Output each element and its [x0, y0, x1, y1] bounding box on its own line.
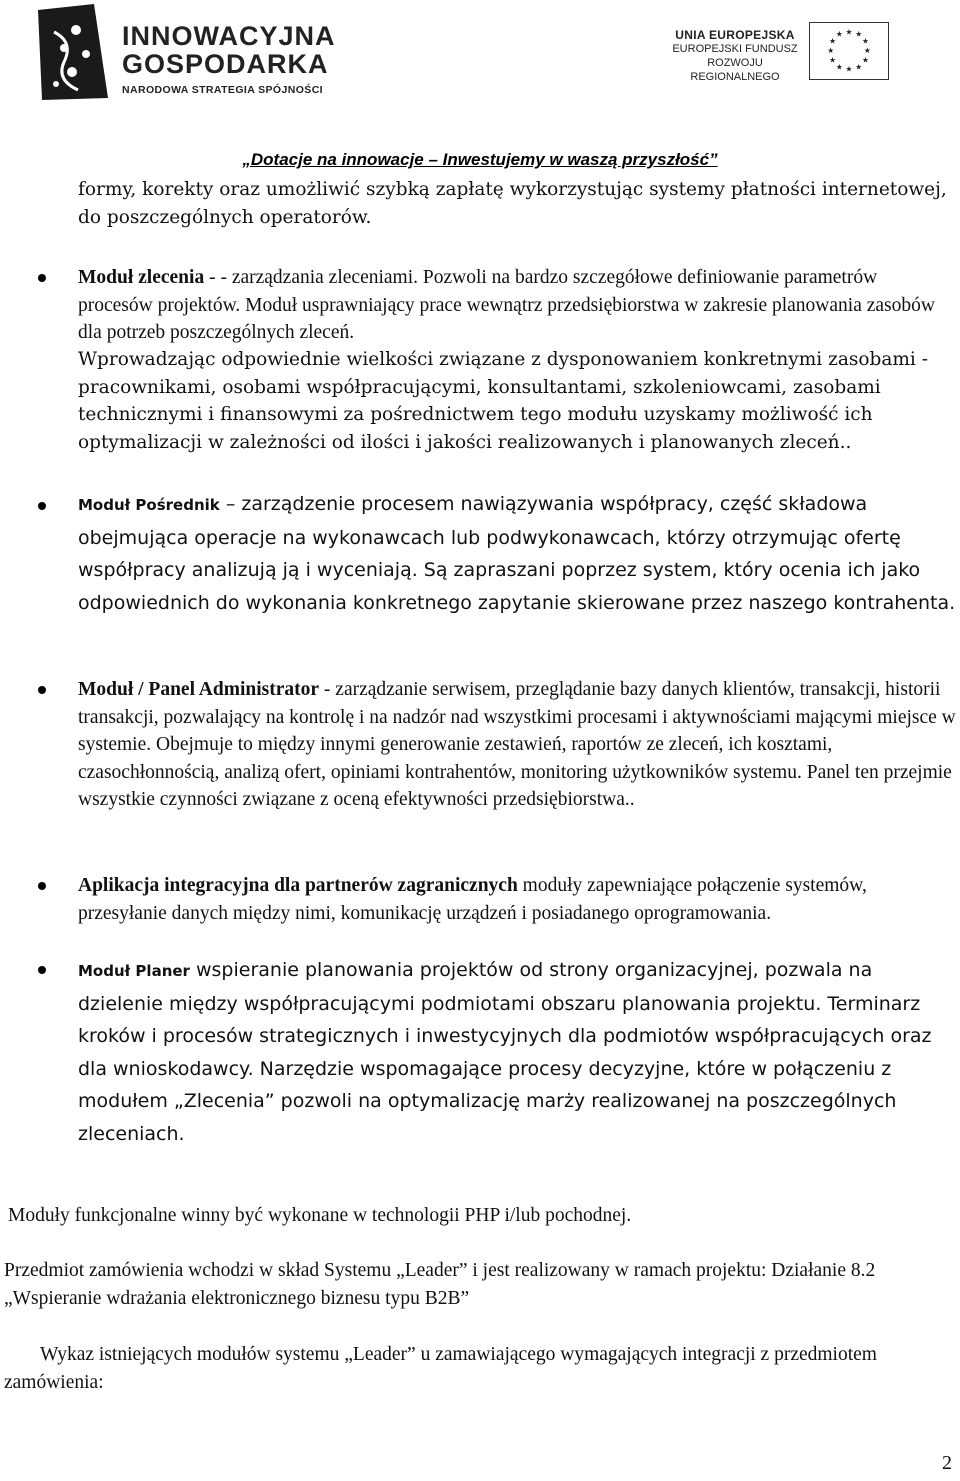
item-title: Moduł zlecenia: [78, 267, 205, 288]
logo-line-1: INNOWACYJNA: [122, 21, 336, 51]
item-text: - - zarządzania zleceniami. Pozwoli na bardzo szczegółowe definiowanie parametrów procesów projektów. Moduł usprawniający prace wewnątrz przedsiębiorstwa w zakresie planowania zasobów dla potrzeb poszczególnych zleceń.: [78, 267, 935, 343]
paragraph-leader: Przedmiot zamówienia wchodzi w skład Systemu „Leader” i jest realizowany w ramach projektu: Działanie 8.2 „Wspieranie wdrażania elektronicznego biznesu typu B2B”: [4, 1260, 876, 1309]
svg-text:★: ★: [845, 64, 853, 74]
list-item-zlecenia: [78, 264, 956, 347]
svg-text:★: ★: [861, 36, 869, 46]
logo-line-2: GOSPODARKA: [122, 49, 329, 79]
tagline: „Dotacje na innowacje – Inwestujemy w waszą przyszłość”: [242, 150, 718, 169]
svg-text:★: ★: [863, 45, 871, 55]
svg-text:★: ★: [829, 36, 837, 46]
svg-text:★: ★: [861, 55, 869, 65]
flag-mark-icon: [34, 2, 114, 102]
logo-line-3: NARODOWA STRATEGIA SPÓJNOŚCI: [122, 84, 323, 96]
svg-text:★: ★: [855, 29, 863, 39]
svg-text:★: ★: [835, 62, 843, 72]
bullet-icon: [38, 274, 46, 282]
eu-line-2: EUROPEJSKI FUNDUSZ: [672, 43, 798, 55]
list-item-planer: [78, 954, 956, 1150]
page-header: [0, 0, 960, 175]
list-item-integracja: [78, 872, 956, 927]
svg-text:★: ★: [855, 62, 863, 72]
list-item-zlecenia-detail: Wprowadzając odpowiednie wielkości związane z dysponowaniem konkretnymi zasobami - pracownikami, osobami współpracującymi, konsultantami, szkoleniowcami, zasobami technicznymi i finansowymi za pośrednictwem tego modułu uzyskamy możliwość ich optymalizacji w zależności od ilości i jakości realizowanych i planowanych zleceń..: [78, 349, 928, 453]
page-number: 2: [942, 1452, 952, 1474]
innowacyjna-gospodarka-logo: [34, 0, 354, 105]
eu-flag-icon: [809, 22, 889, 80]
list-item-administrator: [78, 676, 956, 814]
item-text: wspieranie planowania projektów od strony organizacyjnej, pozwala na dzielenie między współpracującymi podmiotami obszaru planowania projektu. Terminarz kroków i procesów strategicznych i inwestycyjnych dla podmiotów współpracujących oraz dla wnioskodawcy. Narzędzie wspomagające procesy decyzyjne, które w połączeniu z modułem „Zlecenia” pozwoli na optymalizację marży realizowanej na poszczególnych zleceniach.: [78, 959, 932, 1145]
item-title: Moduł Planer: [78, 962, 190, 980]
item-title: Moduł / Panel Administrator: [78, 679, 320, 700]
intro-continuation: formy, korekty oraz umożliwić szybką zapłatę wykorzystując systemy płatności internetowej, do poszczególnych operatorów.: [78, 179, 947, 228]
eu-logo: [665, 22, 935, 84]
bullet-icon: [38, 502, 46, 510]
svg-text:★: ★: [829, 55, 837, 65]
bullet-icon: [38, 882, 46, 890]
item-title: Moduł Pośrednik: [78, 496, 220, 514]
svg-text:★: ★: [835, 29, 843, 39]
item-title: Aplikacja integracyjna dla partnerów zagranicznych: [78, 875, 518, 896]
item-text: moduły zapewniające połączenie systemów, przesyłanie danych między nimi, komunikację urządzeń i posiadanego oprogramowania.: [78, 875, 867, 924]
paragraph-php: Moduły funkcjonalne winny być wykonane w technologii PHP i/lub pochodnej.: [8, 1205, 632, 1226]
bullet-icon: [38, 686, 46, 694]
eu-line-3: ROZWOJU REGIONALNEGO: [690, 57, 780, 83]
bullet-icon: [38, 966, 46, 974]
item-text: – zarządzenie procesem nawiązywania współpracy, część składowa obejmująca operacje na wykonawcach lub podwykonawcach, którzy otrzymując ofertę współpracy analizują ją i wyceniają. Są zapraszani poprzez system, który ocenia ich jako odpowiednich do wykonania konkretnego zapytanie skierowane przez naszego kontrahenta.: [78, 493, 956, 614]
item-text: - zarządzanie serwisem, przeglądanie bazy danych klientów, transakcji, historii transakcji, pozwalający na kontrolę i na nadzór nad wszystkimi procesami i aktywnościami mającymi miejsce w systemie. Obejmuje to między innymi generowanie zestawień, raportów ze zleceń, ich kosztami, czasochłonnością, analizą ofert, opiniami kontrahentów, monitoring użytkowników systemu. Panel ten przejmie wszystkie czynności związane z oceną efektywności przedsiębiorstwa..: [78, 679, 956, 810]
list-item-posrednik: [78, 488, 956, 619]
svg-text:★: ★: [827, 45, 835, 55]
eu-line-1: UNIA EUROPEJSKA: [675, 28, 795, 42]
paragraph-wykaz: Wykaz istniejących modułów systemu „Leader” u zamawiającego wymagających integracji z przedmiotem zamówienia:: [4, 1344, 877, 1393]
svg-text:★: ★: [845, 27, 853, 37]
